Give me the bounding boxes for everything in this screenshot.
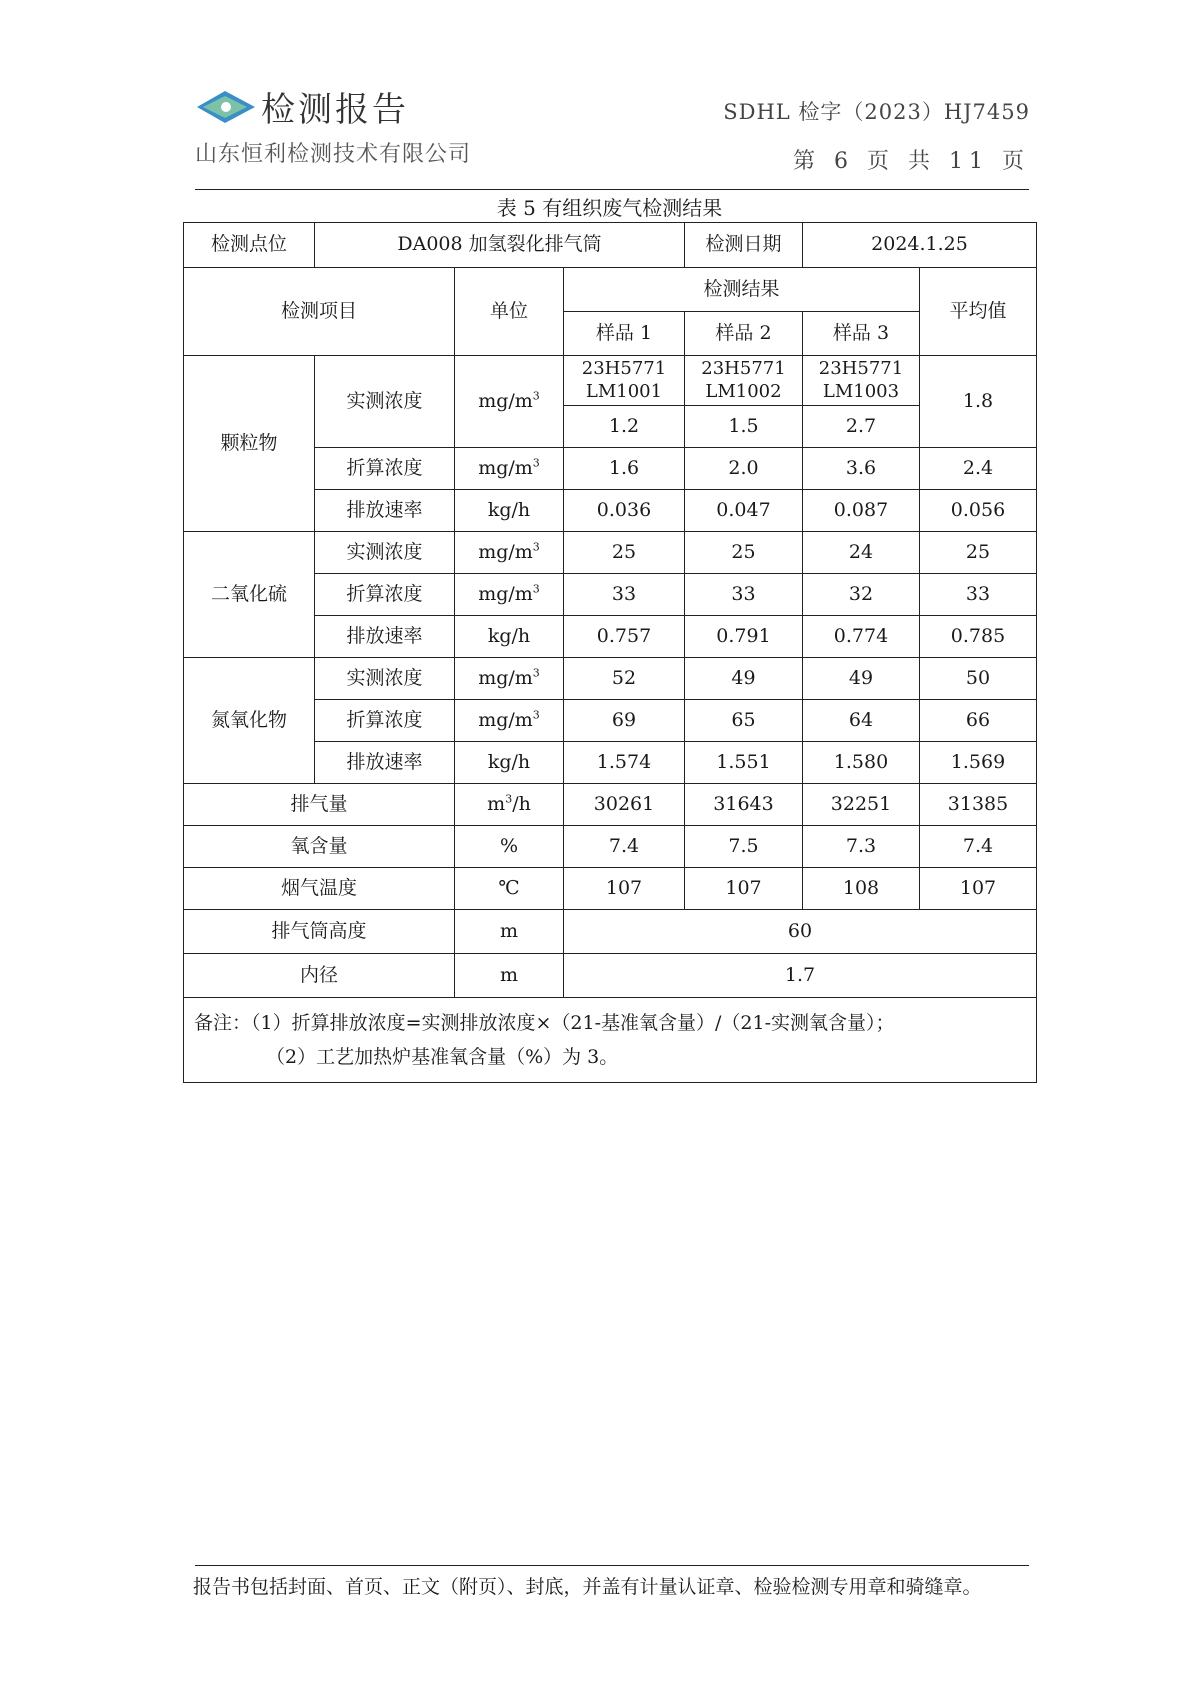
value-cell: 7.3: [803, 826, 920, 868]
avg-cell: 66: [920, 700, 1037, 742]
sample-id-cell: 23H5771 LM1001: [564, 356, 685, 406]
item-label: 折算浓度: [315, 700, 455, 742]
report-number: SDHL 检字（2023）HJ7459: [723, 100, 1030, 124]
avg-cell: 2.4: [920, 448, 1037, 490]
avg-cell: 107: [920, 868, 1037, 910]
unit-cell: kg/h: [455, 616, 564, 658]
item-label: 折算浓度: [315, 448, 455, 490]
note-line-2: （2）工艺加热炉基准氧含量（%）为 3。: [266, 1046, 619, 1068]
value-cell: 32: [803, 574, 920, 616]
notes-cell: [184, 998, 1037, 1083]
col-item: 检测项目: [184, 268, 455, 356]
report-title: 检测报告: [261, 90, 409, 130]
item-label: 排放速率: [315, 616, 455, 658]
value-cell: 107: [564, 868, 685, 910]
value-cell: 25: [685, 532, 803, 574]
particulate-name: 颗粒物: [184, 356, 315, 532]
value-cell: 25: [564, 532, 685, 574]
col-avg: 平均值: [920, 268, 1037, 356]
avg-cell: 50: [920, 658, 1037, 700]
unit-cell: $mg/m^3$: [455, 574, 564, 616]
value-cell: 1.580: [803, 742, 920, 784]
value-cell: 0.791: [685, 616, 803, 658]
value-cell: 2.0: [685, 448, 803, 490]
value-cell: 0.036: [564, 490, 685, 532]
item-label: 排气筒高度: [184, 910, 455, 954]
avg-cell: 25: [920, 532, 1037, 574]
avg-cell: 1.569: [920, 742, 1037, 784]
so2-name: 二氧化硫: [184, 532, 315, 658]
item-label: 实测浓度: [315, 532, 455, 574]
so2-measured-row: [184, 532, 1037, 574]
page-number: 第 6 页 共 11 页: [793, 149, 1030, 174]
value-cell: 1.7: [564, 954, 1037, 998]
header-right: [723, 96, 1030, 175]
nox-measured-row: [184, 658, 1037, 700]
item-label: 氧含量: [184, 826, 455, 868]
item-label: 实测浓度: [315, 658, 455, 700]
value-cell: 52: [564, 658, 685, 700]
unit-cell: $mg/m^3$: [455, 532, 564, 574]
value-cell: 30261: [564, 784, 685, 826]
value-cell: 0.757: [564, 616, 685, 658]
unit-cell: kg/h: [455, 490, 564, 532]
header-divider: [195, 189, 1029, 190]
item-label: 折算浓度: [315, 574, 455, 616]
company-logo-icon: [195, 87, 257, 127]
value-cell: 65: [685, 700, 803, 742]
unit-cell: $mg/m^3$: [455, 448, 564, 490]
stack-height-row: [184, 910, 1037, 954]
unit-cell: $m^3/h$: [455, 784, 564, 826]
unit-cell: m: [455, 910, 564, 954]
avg-cell: 0.785: [920, 616, 1037, 658]
value-cell: 64: [803, 700, 920, 742]
unit-cell: $mg/m^3$: [455, 356, 564, 448]
value-cell: 3.6: [803, 448, 920, 490]
sample-3-header: 样品 3: [803, 312, 920, 356]
notes-row: [184, 998, 1037, 1083]
value-cell: 32251: [803, 784, 920, 826]
footer-text: 报告书包括封面、首页、正文（附页）、封底，并盖有计量认证章、检验检测专用章和骑缝章。: [193, 1576, 982, 1598]
value-cell: 108: [803, 868, 920, 910]
date-label: 检测日期: [685, 223, 803, 268]
unit-cell: m: [455, 954, 564, 998]
header-left: [195, 82, 471, 168]
value-cell: 7.5: [685, 826, 803, 868]
point-value: DA008 加氢裂化排气筒: [315, 223, 685, 268]
value-cell: 1.2: [564, 406, 685, 448]
sample-2-header: 样品 2: [685, 312, 803, 356]
avg-cell: 1.8: [920, 356, 1037, 448]
exhaust-volume-row: [184, 784, 1037, 826]
unit-cell: kg/h: [455, 742, 564, 784]
point-row: [184, 223, 1037, 268]
value-cell: 31643: [685, 784, 803, 826]
inner-diameter-row: [184, 954, 1037, 998]
particulate-measured-row: [184, 356, 1037, 406]
item-label: 排放速率: [315, 490, 455, 532]
nox-name: 氮氧化物: [184, 658, 315, 784]
unit-cell: %: [455, 826, 564, 868]
value-cell: 0.047: [685, 490, 803, 532]
value-cell: 1.5: [685, 406, 803, 448]
footer-divider: [195, 1565, 1029, 1566]
avg-cell: 31385: [920, 784, 1037, 826]
date-value: 2024.1.25: [803, 223, 1037, 268]
value-cell: 69: [564, 700, 685, 742]
item-label: 排放速率: [315, 742, 455, 784]
avg-cell: 7.4: [920, 826, 1037, 868]
value-cell: 24: [803, 532, 920, 574]
value-cell: 60: [564, 910, 1037, 954]
col-unit: 单位: [455, 268, 564, 356]
sample-id-cell: 23H5771 LM1003: [803, 356, 920, 406]
col-results: 检测结果: [564, 268, 920, 312]
value-cell: 33: [685, 574, 803, 616]
value-cell: 107: [685, 868, 803, 910]
value-cell: 1.6: [564, 448, 685, 490]
avg-cell: 0.056: [920, 490, 1037, 532]
value-cell: 33: [564, 574, 685, 616]
item-label: 实测浓度: [315, 356, 455, 448]
value-cell: 49: [803, 658, 920, 700]
table-title: 表 5 有组织废气检测结果: [496, 196, 723, 220]
avg-cell: 33: [920, 574, 1037, 616]
value-cell: 1.551: [685, 742, 803, 784]
flue-temp-row: [184, 868, 1037, 910]
item-label: 排气量: [184, 784, 455, 826]
oxygen-row: [184, 826, 1037, 868]
brand-row: [195, 82, 471, 131]
value-cell: 49: [685, 658, 803, 700]
value-cell: 0.087: [803, 490, 920, 532]
company-name: 山东恒利检测技术有限公司: [195, 142, 472, 167]
value-cell: 0.774: [803, 616, 920, 658]
unit-cell: ℃: [455, 868, 564, 910]
value-cell: 1.574: [564, 742, 685, 784]
sample-1-header: 样品 1: [564, 312, 685, 356]
value-cell: 7.4: [564, 826, 685, 868]
unit-cell: $mg/m^3$: [455, 658, 564, 700]
item-label: 内径: [184, 954, 455, 998]
header-row: [184, 268, 1037, 312]
unit-cell: $mg/m^3$: [455, 700, 564, 742]
point-label: 检测点位: [184, 223, 315, 268]
sample-id-cell: 23H5771 LM1002: [685, 356, 803, 406]
note-line-1: 备注：（1）折算排放浓度=实测排放浓度×（21-基准氧含量）/（21-实测氧含量）；: [194, 1012, 895, 1034]
value-cell: 2.7: [803, 406, 920, 448]
item-label: 烟气温度: [184, 868, 455, 910]
result-table: [183, 222, 1037, 1083]
